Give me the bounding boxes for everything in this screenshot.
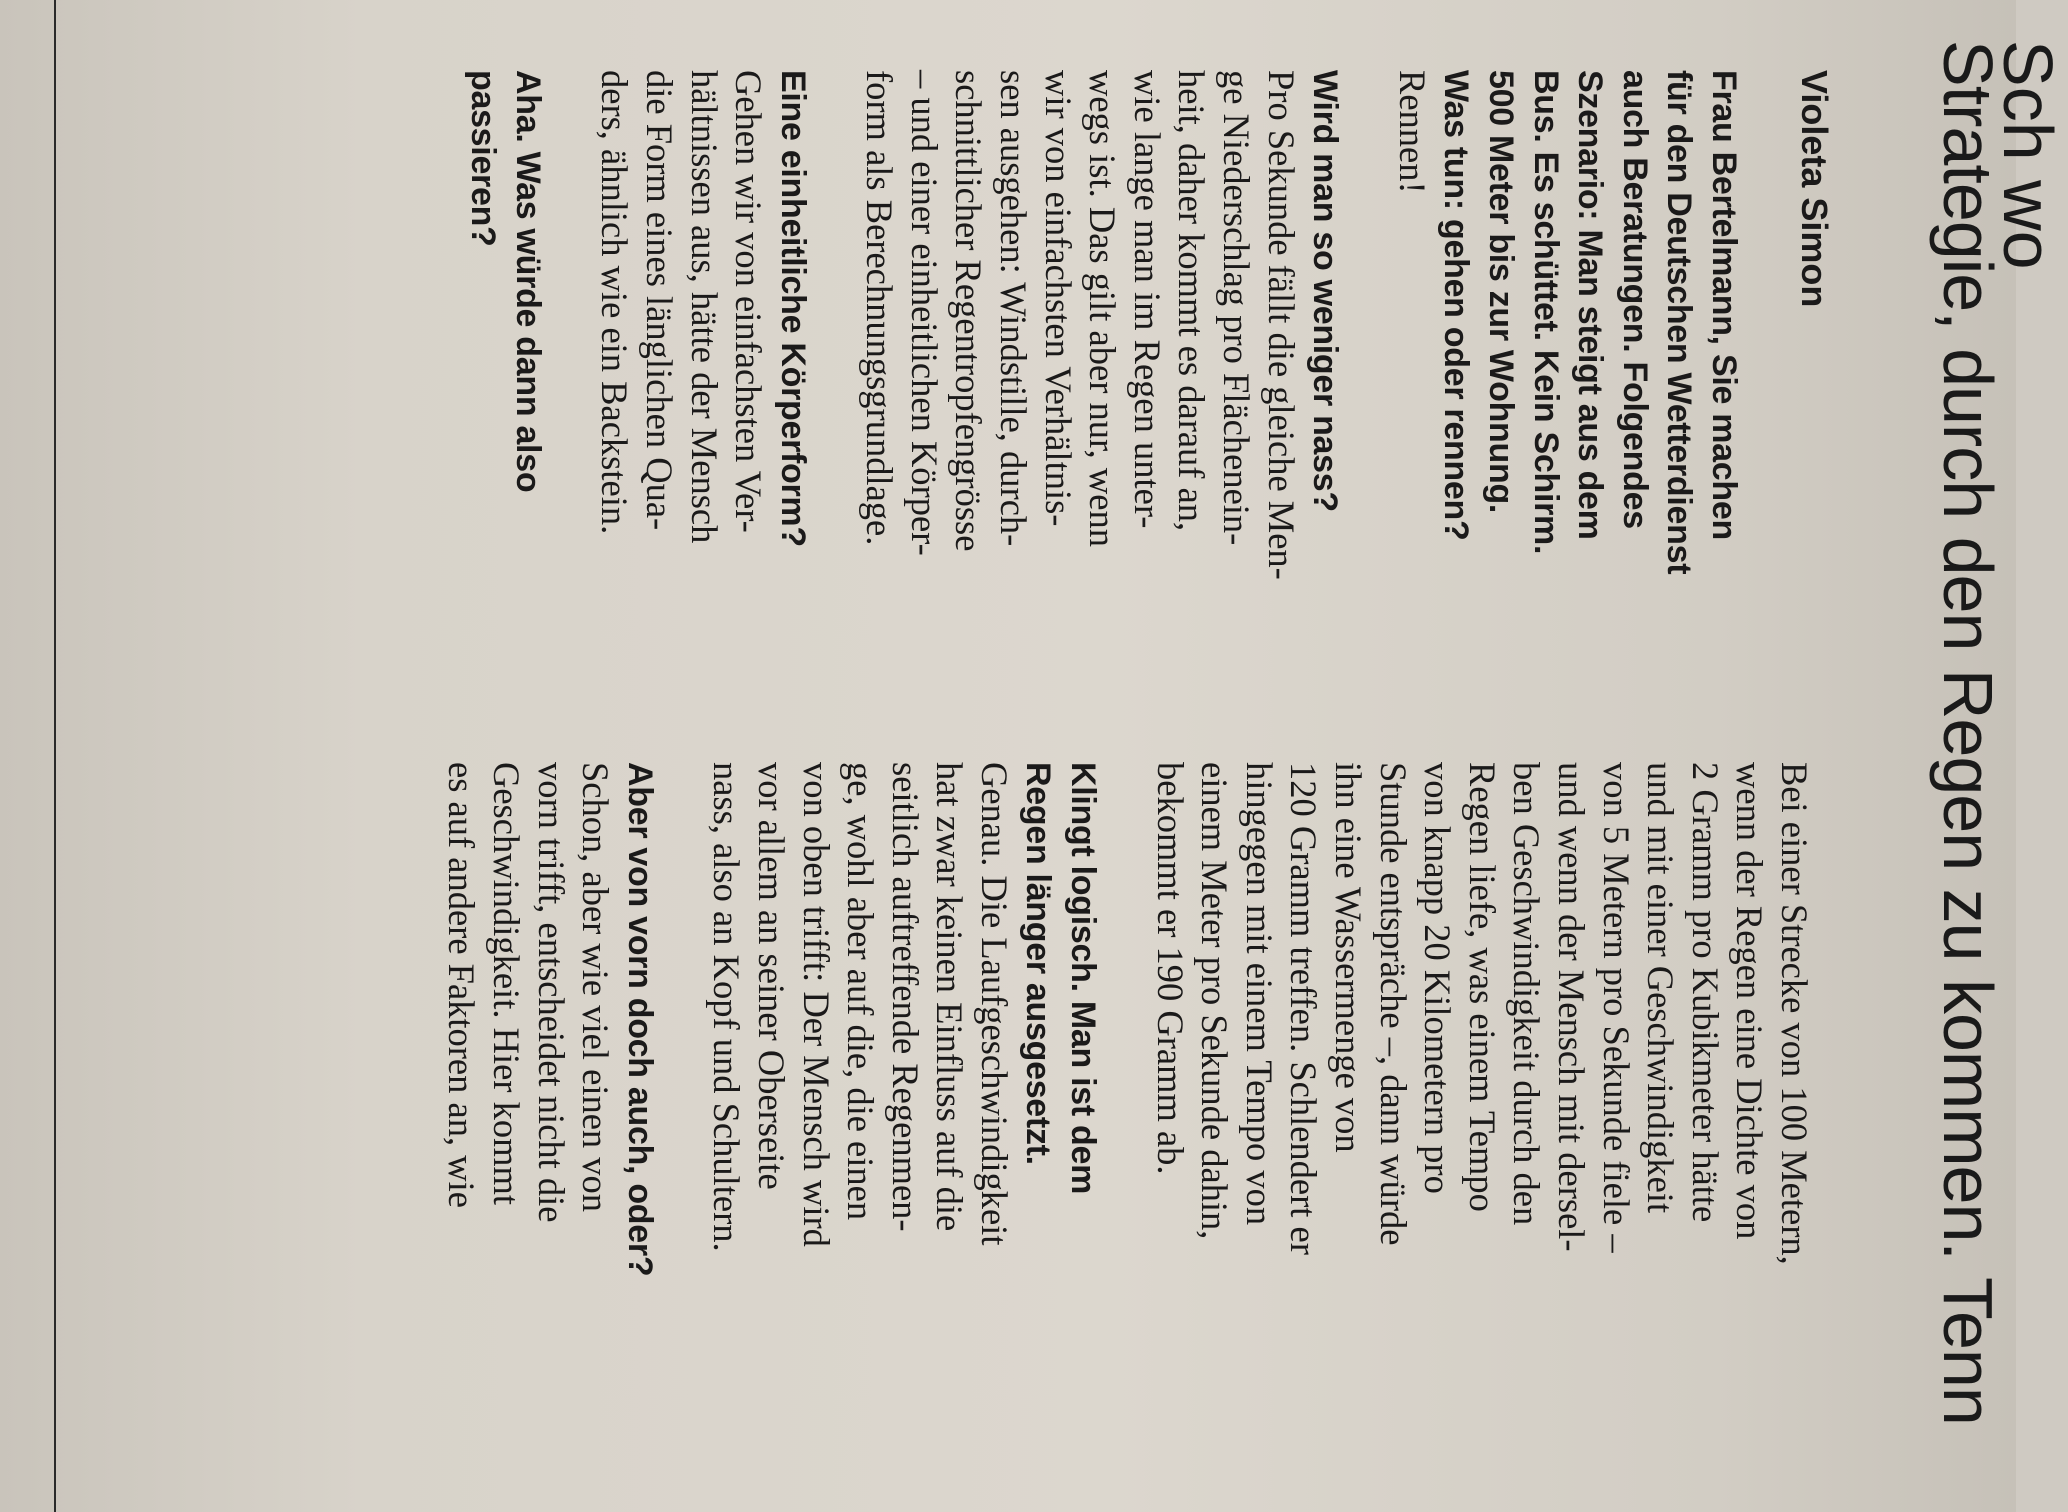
paragraph-gap xyxy=(815,70,857,770)
answer-text-line: Bei einer Strecke von 100 Metern, xyxy=(1774,762,1815,1265)
paragraph-gap xyxy=(662,762,704,1452)
answer-text-line: – und einer einheitlichen Körper- xyxy=(903,70,945,556)
answer-text-line: einem Meter pro Sekunde dahin, xyxy=(1194,762,1236,1240)
headline-fragment: Sch wo xyxy=(1989,40,2067,270)
answer-text-line: ders, ähnlich wie ein Backstein. xyxy=(594,70,636,535)
answer-text-line: wegs ist. Das gilt aber nur, wenn xyxy=(1082,70,1124,547)
answer-text-line: hat zwar keinen Einfluss auf die xyxy=(929,762,971,1232)
answer-text-line: ge Niederschlag pro Flächenein- xyxy=(1216,70,1258,546)
answer-text-line: hingegen mit einem Tempo von xyxy=(1238,762,1280,1226)
answer-text-line: bekommt er 190 Gramm ab. xyxy=(1149,762,1191,1175)
answer-text-line: Rennen! xyxy=(1391,70,1433,194)
paragraph-gap xyxy=(1105,762,1147,1452)
answer-text-line: wie lange man im Regen unter- xyxy=(1126,70,1168,529)
answer-text-line: von knapp 20 Kilometern pro xyxy=(1417,762,1459,1194)
answer-text-line: Genau. Die Laufgeschwindigkeit xyxy=(973,762,1015,1246)
interview-question-line: passieren? xyxy=(464,70,503,247)
column-rule xyxy=(54,0,56,1512)
paragraph-gap xyxy=(1347,70,1389,770)
answer-text-line: ge, wohl aber auf die, die einen xyxy=(840,762,882,1221)
answer-text-line: Schon, aber wie viel einen von xyxy=(575,762,617,1213)
answer-text-line: heit, daher kommt es darauf an, xyxy=(1171,70,1213,532)
answer-text-line: von oben trifft: Der Mensch wird xyxy=(795,762,837,1247)
interview-question-line: Was tun: gehen oder rennen? xyxy=(1437,70,1476,541)
answer-text-line: vor allem an seiner Oberseite xyxy=(750,762,792,1190)
answer-text-line: seitlich auftreffende Regenmen- xyxy=(884,762,926,1232)
answer-text-line: 2 Gramm pro Kubikmeter hätte xyxy=(1684,762,1726,1223)
interview-question-line: für den Deutschen Wetterdienst xyxy=(1660,70,1699,575)
answer-text-line: sen ausgehen: Windstille, durch- xyxy=(993,70,1035,547)
answer-text-line: 120 Gramm treffen. Schlendert er xyxy=(1283,762,1325,1255)
paragraph-gap xyxy=(550,70,592,770)
answer-text-line: vorn trifft, entscheidet nicht die xyxy=(530,762,572,1223)
interview-question-line: Aha. Was würde dann also xyxy=(508,70,547,493)
answer-text-line: ihn eine Wassermenge von xyxy=(1328,762,1370,1153)
answer-text-line: nass, also an Kopf und Schultern. xyxy=(706,762,748,1252)
answer-text-line: wenn der Regen eine Dichte von xyxy=(1729,762,1771,1240)
interview-question-line: Klingt logisch. Man ist dem xyxy=(1064,762,1103,1195)
interview-question-line: Frau Bertelmann, Sie machen xyxy=(1705,70,1743,540)
interview-question-line: Szenario: Man steigt aus dem xyxy=(1571,70,1610,540)
answer-text-line: schnittlicher Regentropfengrösse xyxy=(948,70,990,552)
interview-question-line: Regen länger ausgesetzt. xyxy=(1019,762,1058,1165)
answer-text-line: und wenn der Mensch mit dersel- xyxy=(1551,762,1593,1252)
answer-text-line: Gehen wir von einfachsten Ver- xyxy=(728,70,770,533)
interview-question-line: Aber von vorn doch auch, oder? xyxy=(620,762,659,1277)
answer-text-line: Stunde entspräche –, dann würde xyxy=(1372,762,1414,1246)
answer-text-line: hältnissen aus, hätte der Mensch xyxy=(683,70,725,544)
answer-text-line: form als Berechnungsgrundlage. xyxy=(859,70,901,546)
headline: Strategie, durch den Regen zu kommen. Tenn xyxy=(1929,40,2007,1425)
answer-text-line: es auf andere Faktoren an, wie xyxy=(441,762,483,1208)
article-column-left xyxy=(461,70,1746,770)
interview-question-line: Eine einheitliche Körperform? xyxy=(773,70,812,547)
answer-text-line: die Form eines länglichen Qua- xyxy=(638,70,680,531)
article-column-right xyxy=(439,762,1816,1452)
answer-text-line: Pro Sekunde fällt die gleiche Men- xyxy=(1260,70,1302,580)
answer-text-line: von 5 Metern pro Sekunde fiele – xyxy=(1595,762,1637,1253)
answer-text-line: Geschwindigkeit. Hier kommt xyxy=(485,762,527,1205)
answer-text-line: ben Geschwindigkeit durch den xyxy=(1506,762,1548,1226)
interview-question-line: Wird man so weniger nass? xyxy=(1306,70,1345,512)
answer-text-line: wir von einfachsten Verhältnis- xyxy=(1037,70,1079,527)
author-byline: Violeta Simon xyxy=(1794,70,1835,308)
answer-text-line: Regen liefe, was einem Tempo xyxy=(1461,762,1503,1212)
interview-question-line: auch Beratungen. Folgendes xyxy=(1615,70,1654,529)
answer-text-line: und mit einer Geschwindigkeit xyxy=(1640,762,1682,1214)
interview-question-line: 500 Meter bis zur Wohnung. xyxy=(1482,70,1521,514)
interview-question-line: Bus. Es schüttet. Kein Schirm. xyxy=(1526,70,1565,555)
